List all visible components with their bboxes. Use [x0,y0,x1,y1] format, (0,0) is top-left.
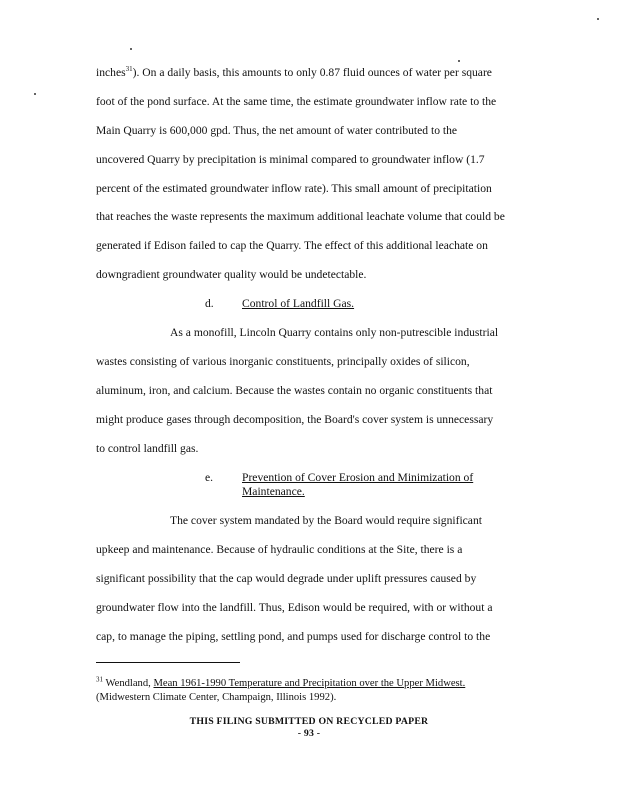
body-line: uncovered Quarry by precipitation is minimal compared to groundwater inflow (1.7 [96,153,485,166]
body-line: that reaches the waste represents the maximum additional leachate volume that could be [96,210,505,223]
recycled-paper-notice: THIS FILING SUBMITTED ON RECYCLED PAPER [189,716,429,727]
body-line: upkeep and maintenance. Because of hydraulic conditions at the Site, there is a [96,543,463,556]
footnote-line1 [96,677,465,690]
body-line: foot of the pond surface. At the same time, the estimate groundwater inflow rate to the [96,95,497,108]
body-line: might produce gases through decomposition, the Board's cover system is unnecessary [96,413,494,426]
body-line: significant possibility that the cap would degrade under uplift pressures caused by [96,572,477,585]
scan-speck [34,93,36,95]
body-line: aluminum, iron, and calcium. Because the wastes contain no organic constituents that [96,384,493,397]
footnote-line2: (Midwestern Climate Center, Champaign, Illinois 1992). [96,692,337,703]
body-line: Main Quarry is 600,000 gpd. Thus, the net amount of water contributed to the [96,124,458,137]
section-title-e-line2: Maintenance. [242,485,305,498]
body-line: downgradient groundwater quality would be undetectable. [96,268,367,281]
body-line: percent of the estimated groundwater inflow rate). This small amount of precipitation [96,182,492,195]
body-line: to control landfill gas. [96,442,199,455]
section-label-e: e. [205,471,214,484]
footnote-divider [96,662,240,663]
page-number: - 93 - [297,728,321,739]
footnote-marker: 31 [96,675,103,684]
body-line: groundwater flow into the landfill. Thus, Edison would be required, with or without a [96,601,493,614]
scan-speck [130,48,132,50]
section-title-e-line1: Prevention of Cover Erosion and Minimization of [242,471,474,484]
body-line: inches$^{31}$). On a daily basis, this amounts to only 0.87 fluid ounces of water per square [96,65,492,79]
body-line: As a monofill, Lincoln Quarry contains only non-putrescible industrial [170,326,499,339]
scan-speck [597,18,599,20]
section-title-d: Control of Landfill Gas. [242,297,355,310]
scan-speck [458,60,460,62]
footnote-author: Wendland, [105,678,151,689]
body-line: wastes consisting of various inorganic constituents, principally oxides of silicon, [96,355,470,368]
body-line: The cover system mandated by the Board would require significant [170,514,482,527]
body-line: cap, to manage the piping, settling pond, and pumps used for discharge control to the [96,630,491,643]
footnote-title: Mean 1961-1990 Temperature and Precipitation over the Upper Midwest. [153,678,466,689]
body-line: generated if Edison failed to cap the Quarry. The effect of this additional leachate on [96,239,488,252]
section-label-d: d. [205,297,214,310]
